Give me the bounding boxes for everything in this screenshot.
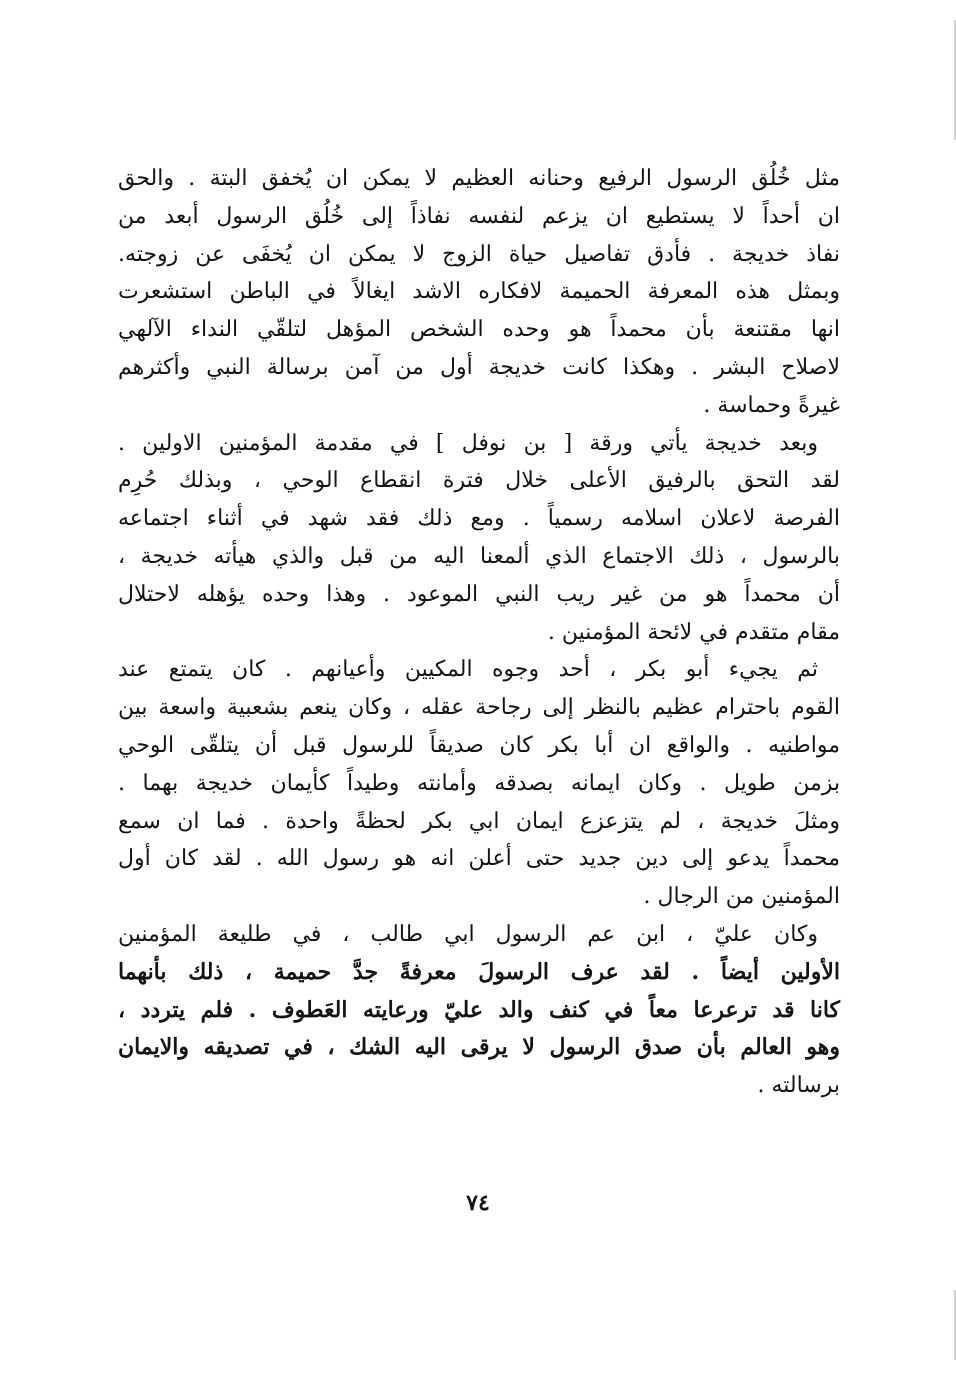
- text-line: نفاذ خديجة . فأدق تفاصيل حياة الزوج لا يمكن ان يُخفَى عن زوجته.: [118, 241, 840, 267]
- text-line: المؤمنين من الرجال .: [643, 884, 840, 910]
- text-line: ان أحداً لا يستطيع ان يزعم لنفسه نفاذاً إلى خُلُق الرسول أبعد من: [118, 203, 840, 229]
- text-line: بزمن طويل . وكان ايمانه بصدقه وأمانته وطيداً كأيمان خديجة بهما .: [118, 770, 840, 796]
- text-line: انها مقتنعة بأن محمداً هو وحده الشخص المؤهل لتلقّي النداء الآلهي: [118, 317, 840, 343]
- page-number: ٧٤: [466, 1190, 490, 1216]
- text-line: غيرةً وحماسة .: [703, 392, 840, 418]
- text-line: ثم يجيء أبو بكر ، أحد وجوه المكيين وأعيانهم . كان يتمتع عند: [118, 657, 818, 683]
- text-line: بالرسول ، ذلك الاجتماع الذي ألمعنا اليه من قبل والذي هيأته خديجة ،: [118, 543, 840, 569]
- body-text: [118, 160, 840, 1105]
- paragraph-abu-bakr: [118, 651, 840, 916]
- text-line: لقد التحق بالرفيق الأعلى خلال فترة انقطاع الوحي ، وبذلك حُرِم: [118, 468, 840, 494]
- text-line: وكان عليّ ، ابن عم الرسول ابي طالب ، في طليعة المؤمنين: [118, 921, 818, 947]
- text-line: وهو العالم بأن صدق الرسول لا يرقى اليه الشك ، في تصديقه والايمان: [118, 1034, 840, 1061]
- text-line: وبمثل هذه المعرفة الحميمة لافكاره الاشد ايغالاً في الباطن استشعرت: [118, 279, 840, 305]
- text-line: القوم باحترام عظيم بالنظر إلى رجاحة عقله ، وكان ينعم بشعبية واسعة بين: [118, 695, 840, 721]
- paragraph-ali: [118, 916, 840, 1105]
- text-line: مقام متقدم في لائحة المؤمنين .: [547, 619, 840, 645]
- paragraph-khadija: [118, 160, 840, 425]
- text-line: أن محمداً هو من غير ريب النبي الموعود . وهذا وحده يؤهله لاحتلال: [118, 581, 840, 607]
- text-line: محمداً يدعو إلى دين جديد حتى أعلن انه هو رسول الله . لقد كان أول: [118, 846, 840, 872]
- text-line: لاصلاح البشر . وهكذا كانت خديجة أول من آمن برسالة النبي وأكثرهم: [118, 354, 840, 380]
- paragraph-waraqa: [118, 425, 840, 652]
- text-line: مثل خُلُق الرسول الرفيع وحنانه العظيم لا يمكن ان يُخفق البتة . والحق: [118, 166, 840, 191]
- text-line: برسالته .: [757, 1073, 840, 1099]
- text-line: وبعد خديجة يأتي ورقة [ بن نوفل ] في مقدمة المؤمنين الاولين .: [118, 430, 818, 456]
- text-line: الفرصة لاعلان اسلامه رسمياً . ومع ذلك فقد شهد في أثناء اجتماعه: [118, 506, 840, 532]
- text-line: مواطنيه . والواقع ان أبا بكر كان صديقاً للرسول قبل أن يتلقّى الوحي: [118, 732, 840, 758]
- text-line: ومثلَ خديجة ، لم يتزعزع ايمان ابي بكر لحظةً واحدة . فما ان سمع: [118, 808, 840, 834]
- text-line: الأولين أيضاً . لقد عرف الرسولَ معرفةً جدَّ حميمة ، ذلك بأنهما: [118, 958, 840, 985]
- text-line: كانا قد ترعرعا معاً في كنف والد عليّ ورعايته العَطوف . فلم يتردد ،: [118, 996, 840, 1023]
